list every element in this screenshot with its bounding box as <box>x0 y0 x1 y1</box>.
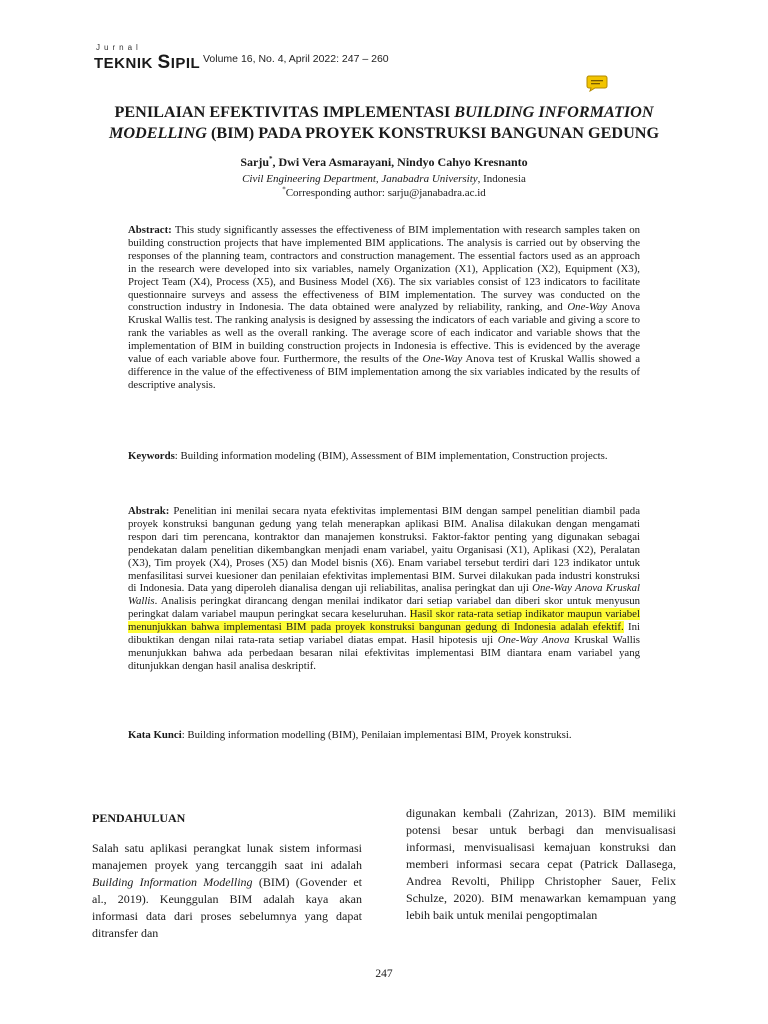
abstract-id-text4: Kruskal Wallis menunjukkan bahwa ada perbedaan besaran nilai efektivitas implementasi BIM diantara enam variabel yang ditunjukkan dengan hasil analisa deskriptif. <box>128 634 640 672</box>
logo-ipil: IPIL <box>170 55 201 72</box>
corresponding-author <box>80 187 688 199</box>
highlighted-text[interactable]: Hasil skor rata-rata setiap indikator maupun variabel menunjukkan bahwa implementasi BIM pada proyek konstruksi bangunan gedung di Indonesia adalah efektif. <box>128 608 640 634</box>
paper-title <box>80 102 688 144</box>
abstract-en-italic2: One-Way <box>422 353 463 366</box>
keywords-en <box>128 450 640 463</box>
logo-teknik: TEKNIK <box>94 55 153 72</box>
logo-s: S <box>157 52 171 73</box>
abstract-id-italic1: One-Way Anova Kruskal Wallis <box>128 582 640 608</box>
title-part2: (BIM) PADA PROYEK KONSTRUKSI BANGUNAN GEDUNG <box>206 124 660 142</box>
keywords-id-text: : Building information modelling (BIM), Penilaian implementasi BIM, Proyek konstruksi. <box>181 729 572 741</box>
title-part2-italic: MODELLING <box>108 124 207 142</box>
body-column-left <box>92 840 362 942</box>
affiliation <box>80 173 688 185</box>
abstract-en-italic1: One-Way <box>567 301 608 314</box>
abstract-en-text3: Anova test of Kruskal Wallis showed a difference in the value of the effectiveness of BIM implementation among the six variables indicated by the results of descriptive analysis. <box>128 353 641 391</box>
abstract-id-text1: Penelitian ini menilai secara nyata efektivitas implementasi BIM dengan sampel penelitian diambil pada proyek konstruksi bangunan gedung yang telah menerapkan aplikasi BIM. Analisa dilakukan dengan mengamati respon dari tim perencana, kontraktor dan manajemen konstruksi. Faktor-faktor penting yang digunakan sebagai pendekatan dalam penelitian dikembangkan menjadi enam variabel, yaitu Organisasi (X1), Aplikasi (X2), Peralatan (X3), Tim proyek (X4), Proses (X5) dan Model bisnis (X6). Enam variabel tersebut terdiri dari 123 indikator untuk menfasilitasi survei kuesioner dan penilaian efektivitas implementasi BIM. Survei dilakukan pada industri konstruksi di Indonesia. Data yang diperoleh dianalisa dengan uji reliabilitas, analisa peringkat dan uji <box>128 505 640 595</box>
comment-icon[interactable] <box>586 74 608 92</box>
abstract-id-label: Abstrak: <box>128 505 170 517</box>
keywords-en-label: Keywords <box>128 450 175 462</box>
abstract-en-text1: This study significantly assesses the effectiveness of BIM implementation with research samples taken on building construction projects that have implemented BIM applications. The analysis is carried out by observing the responses of the planning team, contractors and construction management. The essential factors used as an approach in the research were developed into six variables, namely Organization (X1), Application (X2), Equipment (X3), Project Team (X4), Process (X5), and Business Model (X6). The six variables consist of 123 indicators to facilitate questionnaire surveys and assess the effectiveness of BIM implementation. The survey was conducted on the construction industry in Indonesia. The data obtained were analyzed by reliability, ranking, and <box>128 224 640 314</box>
author-rest: , Dwi Vera Asmarayani, Nindyo Cahyo Kresnanto <box>272 155 528 169</box>
affiliation-country: , Indonesia <box>477 173 526 185</box>
abstract-id-italic2: One-Way Anova <box>497 634 570 647</box>
page-number: 247 <box>375 968 393 980</box>
author-first: Sarju <box>240 155 270 169</box>
keywords-id-label: Kata Kunci <box>128 729 182 741</box>
keywords-id <box>128 729 640 742</box>
volume-info: Volume 16, No. 4, April 2022: 247 – 260 <box>203 53 389 65</box>
corresponding-text: Corresponding author: sarju@janabadra.ac.id <box>285 187 486 199</box>
abstract-id-text2: . Analisis peringkat dirancang dengan menilai indikator dari setiap variabel dan diberi skor untuk menyusun peringkat dalam variabel maupun peringkat secara keseluruhan. <box>128 595 640 621</box>
journal-label: Jurnal <box>96 43 142 52</box>
body-column-right: digunakan kembali (Zahrizan, 2013). BIM memiliki potensi besar untuk berbagi dan menvisualisasi informasi, menvisualisasi kemajuan konstruksi dan memberi informasi secara cepat (Patrick Dallasega, Andrea Revolti, Philipp Christopher Sauer, Felix Schulze, 2020). BIM menawarkan kemampuan yang lebih baik untuk menilai pengoptimalan <box>406 806 676 922</box>
abstract-en-text2: Anova Kruskal Wallis test. The ranking analysis is designed by assessing the indicators of each variable and giving a score to rank the variables as well as the overall ranking. The average score of each indicator and variable shows that the implementation of BIM in building construction projects in Indonesia is effective. This is evidenced by the average value of each variable above four. Furthermore, the results of the <box>128 301 640 366</box>
abstract-id-text3: Ini dibuktikan dengan nilai rata-rata setiap variabel diatas empat. Hasil hipotesis uji <box>128 621 640 647</box>
abstract-en-label: Abstract: <box>128 224 172 236</box>
affiliation-dept: Civil Engineering Department, Janabadra University <box>242 173 478 185</box>
author-mark: * <box>269 155 273 163</box>
journal-logo <box>94 52 200 74</box>
keywords-en-text: : Building information modeling (BIM), Assessment of BIM implementation, Construction projects. <box>174 450 608 462</box>
section-heading: PENDAHULUAN <box>92 811 186 825</box>
author-list <box>80 155 688 170</box>
title-part1: PENILAIAN EFEKTIVITAS IMPLEMENTASI <box>114 103 455 121</box>
corresponding-mark: * <box>282 185 286 194</box>
left-text1: Salah satu aplikasi perangkat lunak sistem informasi manajemen proyek yang tercanggih saat ini adalah <box>92 841 362 872</box>
title-part1-italic: BUILDING INFORMATION <box>454 103 654 121</box>
abstract-en <box>128 224 640 392</box>
abstract-id <box>128 505 640 673</box>
left-italic: Building Information Modelling <box>92 875 253 889</box>
left-text2: (BIM) (Govender et al., 2019). Keunggulan BIM adalah kaya akan informasi data dari proses sebelumnya yang dapat ditransfer dan <box>92 875 362 940</box>
